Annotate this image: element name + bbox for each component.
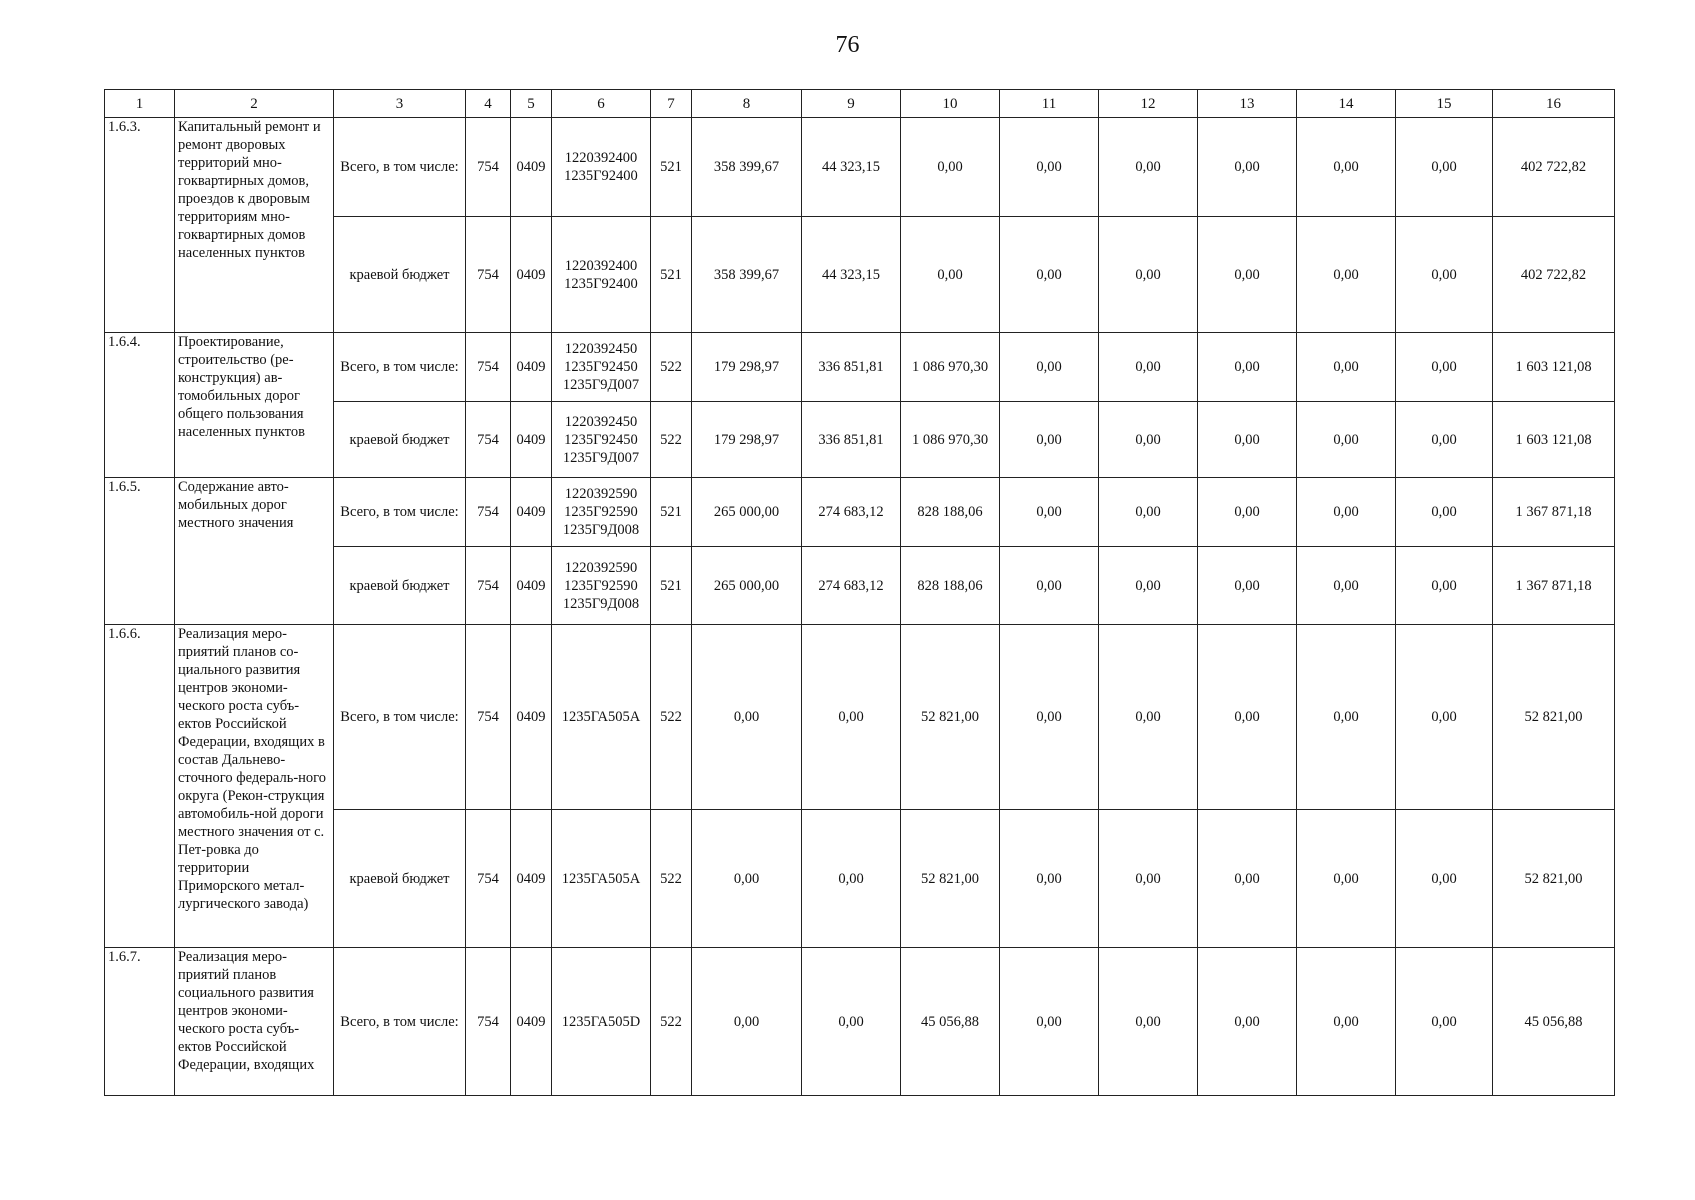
amount-col-16: 1 367 871,18: [1493, 478, 1615, 547]
target-article-codes: [552, 948, 651, 1096]
expense-type-code: 522: [651, 948, 692, 1096]
amount-col-15: 0,00: [1396, 402, 1493, 478]
column-header-3: 3: [334, 90, 466, 118]
target-article-codes: [552, 810, 651, 948]
amount-col-14: 0,00: [1297, 333, 1396, 402]
section-code: 0409: [511, 547, 552, 625]
table-body: [105, 118, 1615, 1096]
table-row: [105, 118, 1615, 217]
table-row: [105, 625, 1615, 810]
target-article-codes: [552, 547, 651, 625]
amount-col-13: 0,00: [1198, 217, 1297, 333]
amount-col-8: 0,00: [692, 810, 802, 948]
target-article-code: 1235Г92450: [564, 431, 638, 448]
ministry-code: 754: [466, 478, 511, 547]
funding-source: краевой бюджет: [334, 547, 466, 625]
item-number: 1.6.7.: [105, 948, 175, 1096]
funding-source: Всего, в том числе:: [334, 118, 466, 217]
funding-source: краевой бюджет: [334, 217, 466, 333]
amount-col-13: 0,00: [1198, 810, 1297, 948]
column-header-12: 12: [1099, 90, 1198, 118]
amount-col-14: 0,00: [1297, 118, 1396, 217]
amount-col-10: 45 056,88: [901, 948, 1000, 1096]
amount-col-11: 0,00: [1000, 402, 1099, 478]
amount-col-11: 0,00: [1000, 478, 1099, 547]
amount-col-10: 828 188,06: [901, 547, 1000, 625]
amount-col-10: 1 086 970,30: [901, 333, 1000, 402]
target-article-code: 1220392450: [564, 413, 638, 430]
amount-col-11: 0,00: [1000, 118, 1099, 217]
item-number: 1.6.3.: [105, 118, 175, 333]
amount-col-10: 1 086 970,30: [901, 402, 1000, 478]
amount-col-9: 274 683,12: [802, 478, 901, 547]
column-header-1: 1: [105, 90, 175, 118]
amount-col-11: 0,00: [1000, 625, 1099, 810]
amount-col-9: 336 851,81: [802, 402, 901, 478]
section-code: 0409: [511, 625, 552, 810]
ministry-code: 754: [466, 217, 511, 333]
amount-col-8: 265 000,00: [692, 547, 802, 625]
target-article-code: 1220392590: [564, 486, 638, 502]
amount-col-9: 44 323,15: [802, 217, 901, 333]
ministry-code: 754: [466, 402, 511, 478]
target-article-codes: [552, 118, 651, 217]
amount-col-13: 0,00: [1198, 625, 1297, 810]
amount-col-14: 0,00: [1297, 948, 1396, 1096]
amount-col-8: 358 399,67: [692, 118, 802, 217]
amount-col-16: 45 056,88: [1493, 948, 1615, 1096]
amount-col-13: 0,00: [1198, 333, 1297, 402]
amount-col-11: 0,00: [1000, 948, 1099, 1096]
amount-col-12: 0,00: [1099, 333, 1198, 402]
amount-col-11: 0,00: [1000, 333, 1099, 402]
amount-col-14: 0,00: [1297, 547, 1396, 625]
amount-col-13: 0,00: [1198, 547, 1297, 625]
amount-col-15: 0,00: [1396, 217, 1493, 333]
amount-col-16: 1 603 121,08: [1493, 402, 1615, 478]
ministry-code: 754: [466, 948, 511, 1096]
expense-type-code: 522: [651, 625, 692, 810]
column-header-8: 8: [692, 90, 802, 118]
amount-col-10: 0,00: [901, 217, 1000, 333]
amount-col-9: 44 323,15: [802, 118, 901, 217]
ministry-code: 754: [466, 547, 511, 625]
target-article-codes: [552, 217, 651, 333]
ministry-code: 754: [466, 810, 511, 948]
target-article-code: 1235Г9Д008: [562, 522, 640, 538]
target-article-code: 1235Г92590: [564, 577, 638, 594]
amount-col-10: 0,00: [901, 118, 1000, 217]
funding-source: Всего, в том числе:: [334, 948, 466, 1096]
expense-type-code: 521: [651, 547, 692, 625]
table-row: [105, 948, 1615, 1096]
column-header-9: 9: [802, 90, 901, 118]
target-article-code: 1220392400: [564, 150, 638, 166]
amount-col-12: 0,00: [1099, 402, 1198, 478]
section-code: 0409: [511, 217, 552, 333]
amount-col-9: 336 851,81: [802, 333, 901, 402]
ministry-code: 754: [466, 118, 511, 217]
expense-type-code: 521: [651, 118, 692, 217]
amount-col-12: 0,00: [1099, 478, 1198, 547]
target-article-codes: [552, 625, 651, 810]
amount-col-8: 179 298,97: [692, 402, 802, 478]
amount-col-14: 0,00: [1297, 217, 1396, 333]
amount-col-13: 0,00: [1198, 402, 1297, 478]
funding-source: краевой бюджет: [334, 810, 466, 948]
item-name: Капитальный ремонт и ремонт дворовых территорий мно-гоквартирных домов, проездов к дворовым территориям мно-гоквартирных домов населенных пунктов: [175, 118, 334, 333]
amount-col-15: 0,00: [1396, 948, 1493, 1096]
amount-col-15: 0,00: [1396, 547, 1493, 625]
amount-col-12: 0,00: [1099, 547, 1198, 625]
target-article-codes: [552, 333, 651, 402]
column-header-4: 4: [466, 90, 511, 118]
amount-col-15: 0,00: [1396, 333, 1493, 402]
header-row: [105, 90, 1615, 118]
section-code: 0409: [511, 810, 552, 948]
expense-type-code: 522: [651, 402, 692, 478]
amount-col-8: 179 298,97: [692, 333, 802, 402]
amount-col-16: 52 821,00: [1493, 810, 1615, 948]
target-article-code: 1235ГА505А: [561, 709, 641, 725]
column-header-14: 14: [1297, 90, 1396, 118]
column-header-11: 11: [1000, 90, 1099, 118]
target-article-code: 1220392400: [564, 257, 638, 274]
funding-source: Всего, в том числе:: [334, 478, 466, 547]
funding-source: краевой бюджет: [334, 402, 466, 478]
column-header-16: 16: [1493, 90, 1615, 118]
target-article-code: 1235Г9Д007: [562, 377, 640, 393]
amount-col-12: 0,00: [1099, 948, 1198, 1096]
amount-col-15: 0,00: [1396, 118, 1493, 217]
amount-col-12: 0,00: [1099, 810, 1198, 948]
amount-col-10: 52 821,00: [901, 810, 1000, 948]
target-article-code: 1235Г92400: [564, 275, 638, 292]
amount-col-10: 52 821,00: [901, 625, 1000, 810]
amount-col-13: 0,00: [1198, 478, 1297, 547]
item-number: 1.6.6.: [105, 625, 175, 948]
item-name: Содержание авто-мобильных дорог местного значения: [175, 478, 334, 625]
amount-col-9: 0,00: [802, 810, 901, 948]
target-article-code: 1235Г92450: [564, 359, 638, 375]
expense-type-code: 522: [651, 333, 692, 402]
amount-col-8: 358 399,67: [692, 217, 802, 333]
target-article-code: 1220392590: [564, 559, 638, 576]
amount-col-16: 402 722,82: [1493, 118, 1615, 217]
amount-col-16: 52 821,00: [1493, 625, 1615, 810]
target-article-codes: [552, 478, 651, 547]
column-header-6: 6: [552, 90, 651, 118]
ministry-code: 754: [466, 625, 511, 810]
target-article-codes: [552, 402, 651, 478]
target-article-code: 1220392450: [564, 341, 638, 357]
page-number: 76: [835, 32, 860, 58]
amount-col-10: 828 188,06: [901, 478, 1000, 547]
amount-col-16: 1 603 121,08: [1493, 333, 1615, 402]
funding-source: Всего, в том числе:: [334, 333, 466, 402]
target-article-code: 1235Г92400: [564, 168, 638, 184]
item-number: 1.6.5.: [105, 478, 175, 625]
expense-type-code: 521: [651, 478, 692, 547]
column-header-13: 13: [1198, 90, 1297, 118]
amount-col-9: 0,00: [802, 948, 901, 1096]
section-code: 0409: [511, 402, 552, 478]
section-code: 0409: [511, 478, 552, 547]
item-number: 1.6.4.: [105, 333, 175, 478]
funding-source: Всего, в том числе:: [334, 625, 466, 810]
section-code: 0409: [511, 333, 552, 402]
amount-col-11: 0,00: [1000, 217, 1099, 333]
column-header-7: 7: [651, 90, 692, 118]
amount-col-12: 0,00: [1099, 118, 1198, 217]
amount-col-15: 0,00: [1396, 478, 1493, 547]
amount-col-13: 0,00: [1198, 118, 1297, 217]
column-header-15: 15: [1396, 90, 1493, 118]
amount-col-14: 0,00: [1297, 402, 1396, 478]
budget-table: [104, 89, 1615, 1096]
amount-col-16: 1 367 871,18: [1493, 547, 1615, 625]
amount-col-16: 402 722,82: [1493, 217, 1615, 333]
table-row: [105, 333, 1615, 402]
amount-col-8: 0,00: [692, 948, 802, 1096]
amount-col-13: 0,00: [1198, 948, 1297, 1096]
amount-col-14: 0,00: [1297, 810, 1396, 948]
target-article-code: 1235ГА505D: [561, 1013, 641, 1030]
amount-col-12: 0,00: [1099, 217, 1198, 333]
table-row: [105, 478, 1615, 547]
target-article-code: 1235Г9Д007: [562, 449, 640, 466]
expense-type-code: 522: [651, 810, 692, 948]
amount-col-11: 0,00: [1000, 810, 1099, 948]
amount-col-9: 0,00: [802, 625, 901, 810]
amount-col-15: 0,00: [1396, 810, 1493, 948]
amount-col-14: 0,00: [1297, 625, 1396, 810]
amount-col-8: 0,00: [692, 625, 802, 810]
section-code: 0409: [511, 118, 552, 217]
amount-col-9: 274 683,12: [802, 547, 901, 625]
amount-col-14: 0,00: [1297, 478, 1396, 547]
target-article-code: 1235ГА505А: [561, 870, 641, 887]
amount-col-11: 0,00: [1000, 547, 1099, 625]
item-name: Проектирование, строительство (ре-конструкция) ав-томобильных дорог общего пользования населенных пунктов: [175, 333, 334, 478]
amount-col-12: 0,00: [1099, 625, 1198, 810]
target-article-code: 1235Г92590: [564, 504, 638, 520]
item-name: Реализация меро-приятий планов со-циального развития центров экономи-ческого роста субъ-ектов Российской Федерации, входящих в состав Дальнево-сточного федераль-ного округа (Рекон-струкция автомобиль-ной дороги местного значения от с. Пет-ровка до территории Приморского метал-лургического завода): [175, 625, 334, 948]
expense-type-code: 521: [651, 217, 692, 333]
amount-col-8: 265 000,00: [692, 478, 802, 547]
column-header-5: 5: [511, 90, 552, 118]
column-header-2: 2: [175, 90, 334, 118]
item-name: Реализация меро-приятий планов социального развития центров экономи-ческого роста субъ-ектов Российской Федерации, входящих: [175, 948, 334, 1096]
amount-col-15: 0,00: [1396, 625, 1493, 810]
column-header-10: 10: [901, 90, 1000, 118]
section-code: 0409: [511, 948, 552, 1096]
target-article-code: 1235Г9Д008: [562, 595, 640, 612]
ministry-code: 754: [466, 333, 511, 402]
